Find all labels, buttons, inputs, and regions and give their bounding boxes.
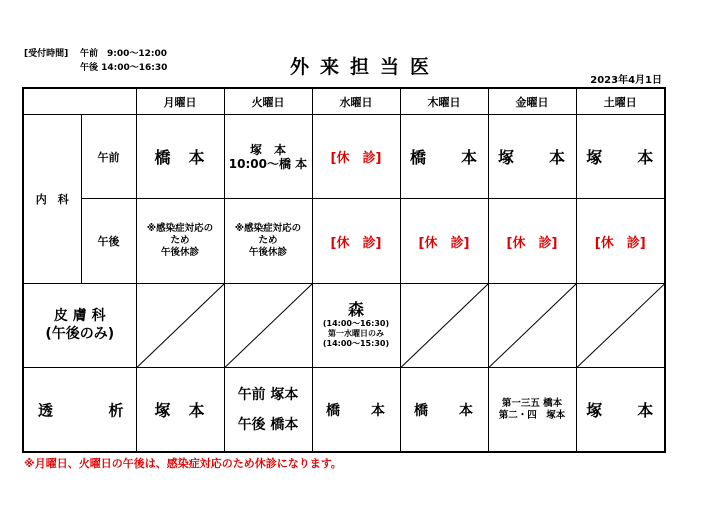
internal-am-wed: [休 診] — [312, 115, 400, 199]
internal-pm-wed: [休 診] — [312, 199, 400, 283]
dialysis-row — [23, 368, 665, 452]
dialysis-sat: 塚 本 — [576, 368, 665, 452]
day-header-sat: 土曜日 — [576, 88, 665, 115]
internal-am-row — [23, 115, 665, 199]
dermatology-row — [23, 283, 665, 367]
dialysis-fri-line1: 第一三五 橋本 — [501, 397, 563, 409]
dermatology-label — [23, 283, 136, 367]
schedule-table — [22, 87, 666, 453]
dermatology-wed-line1: (14:00～16:30) — [322, 319, 390, 329]
dermatology-fri-closed — [488, 283, 576, 367]
dermatology-thu-closed — [400, 283, 488, 367]
internal-pm-label: 午後 — [81, 199, 136, 283]
day-header-thu: 木曜日 — [400, 88, 488, 115]
dialysis-fri — [488, 368, 576, 452]
reception-hours-pm: 午後 14:00～16:30 — [80, 63, 168, 73]
internal-pm-mon — [136, 199, 224, 283]
internal-medicine-label: 内 科 — [23, 115, 81, 284]
dermatology-wed-name: 森 — [347, 300, 364, 320]
internal-pm-sat: [休 診] — [576, 199, 665, 283]
internal-am-tue-line1: 塚 本 — [249, 142, 286, 157]
dermatology-label-line2: (午後のみ) — [45, 326, 115, 343]
effective-date: 2023年4月1日 — [590, 75, 662, 86]
closure-note: ※月曜日、火曜日の午後は、感染症対応のため休診になります。 — [24, 457, 342, 470]
reception-hours-am: 午前 9:00～12:00 — [80, 49, 168, 59]
dermatology-wed-line2: 第一水曜日のみ — [328, 329, 384, 339]
dermatology-sat-closed — [576, 283, 665, 367]
internal-am-label: 午前 — [81, 115, 136, 199]
dialysis-tue — [224, 368, 312, 452]
internal-am-tue — [224, 115, 312, 199]
page-title: 外来担当医 — [289, 56, 440, 78]
dermatology-label-line1: 皮 膚 科 — [53, 308, 106, 325]
internal-am-sat: 塚 本 — [576, 115, 665, 199]
internal-pm-tue — [224, 199, 312, 283]
dermatology-mon-closed — [136, 283, 224, 367]
dialysis-thu: 橋 本 — [400, 368, 488, 452]
dermatology-wed — [312, 283, 400, 367]
internal-pm-row — [23, 199, 665, 283]
header-corner — [23, 88, 136, 115]
header-row — [23, 88, 665, 115]
internal-am-fri: 塚 本 — [488, 115, 576, 199]
dialysis-label — [23, 368, 136, 452]
internal-pm-tue-line3: 午後休診 — [248, 247, 287, 259]
day-header-wed: 水曜日 — [312, 88, 400, 115]
dialysis-label-left: 透 — [38, 401, 54, 420]
dialysis-tue-line1: 午前 塚本 — [237, 386, 299, 403]
dialysis-wed: 橋 本 — [312, 368, 400, 452]
reception-hours — [24, 47, 167, 75]
internal-am-thu: 橋 本 — [400, 115, 488, 199]
dialysis-fri-line2: 第二・四 塚本 — [498, 409, 566, 421]
reception-hours-label: [受付時間] — [24, 49, 69, 59]
day-header-fri: 金曜日 — [488, 88, 576, 115]
internal-pm-mon-line2: ため — [170, 235, 190, 247]
internal-pm-thu: [休 診] — [400, 199, 488, 283]
dermatology-tue-closed — [224, 283, 312, 367]
dialysis-label-right: 析 — [108, 401, 124, 420]
internal-am-mon: 橋 本 — [136, 115, 224, 199]
day-header-tue: 火曜日 — [224, 88, 312, 115]
dialysis-mon: 塚 本 — [136, 368, 224, 452]
internal-pm-tue-line2: ため — [258, 235, 278, 247]
internal-pm-mon-line1: ※感染症対応の — [146, 223, 214, 235]
dermatology-wed-line3: (14:00～15:30) — [322, 339, 390, 349]
day-header-mon: 月曜日 — [136, 88, 224, 115]
internal-pm-fri: [休 診] — [488, 199, 576, 283]
internal-pm-tue-line1: ※感染症対応の — [234, 223, 302, 235]
internal-pm-mon-line3: 午後休診 — [160, 247, 199, 259]
dialysis-tue-line2: 午後 橋本 — [237, 416, 299, 433]
internal-am-tue-line2: 10:00～橋 本 — [228, 156, 308, 171]
